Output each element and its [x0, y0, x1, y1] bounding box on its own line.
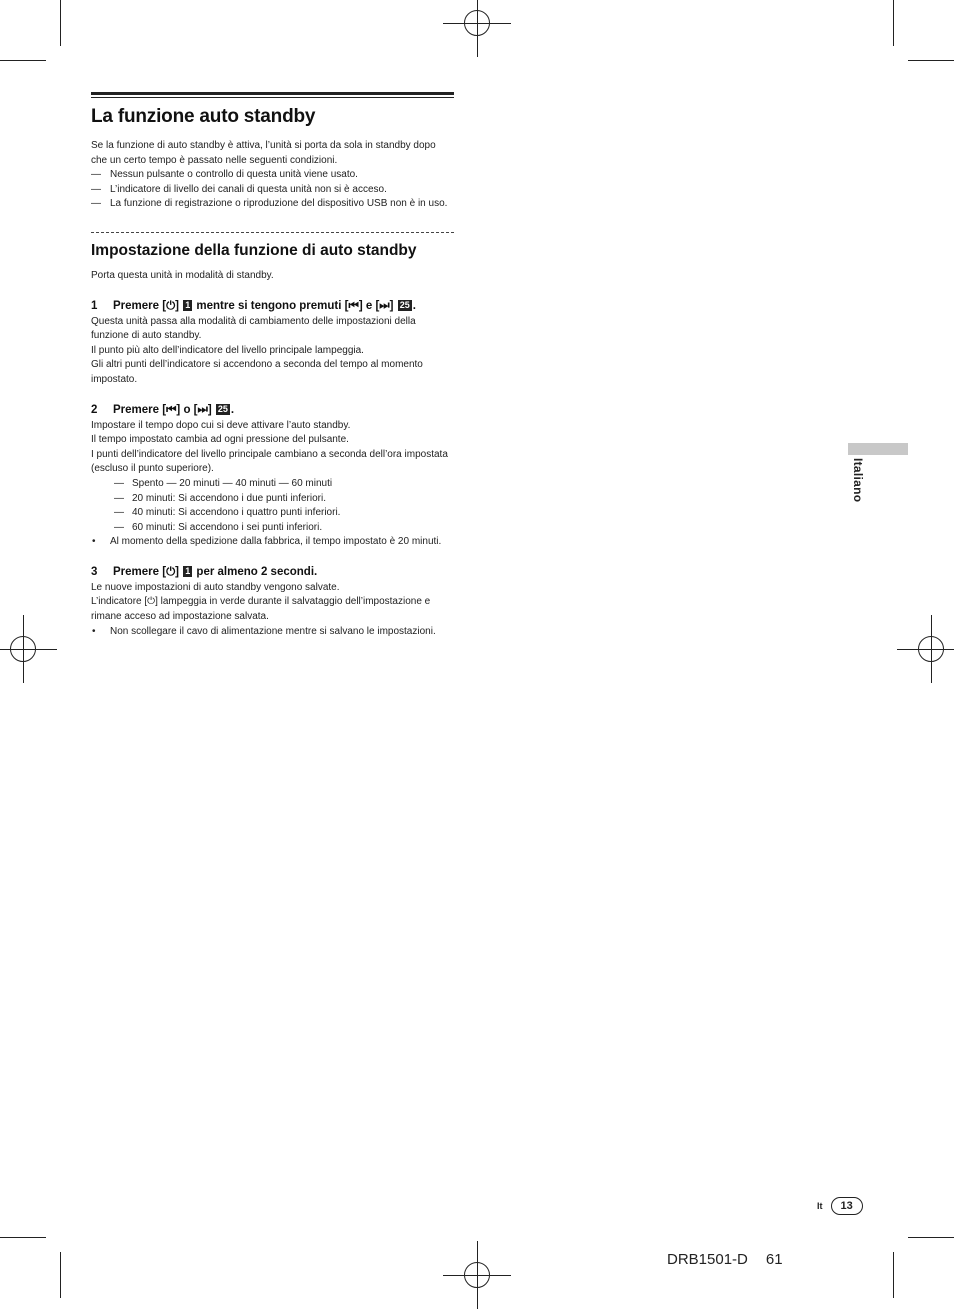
dash-marker: —	[114, 521, 124, 533]
bullet-marker: •	[92, 625, 96, 637]
step-3-heading: 3 Premere [⏻] 1 per almeno 2 secondi.	[91, 565, 318, 578]
crop-mark	[60, 1252, 61, 1298]
previous-track-icon: ⏮	[348, 299, 359, 312]
option-item: — 40 minuti: Si accendono i quattro punti inferiori.	[114, 506, 454, 521]
print-page-number: 61	[765, 1251, 783, 1268]
dash-marker: —	[114, 477, 124, 489]
page-language: It	[817, 1201, 823, 1211]
crop-mark	[0, 1237, 46, 1238]
section-title: La funzione auto standby	[91, 106, 316, 127]
main-column	[91, 92, 454, 639]
bullet-marker: •	[92, 536, 96, 548]
dash-marker: —	[114, 492, 124, 504]
step-2-heading: 2 Premere [⏮] o [⏭] 25 .	[91, 403, 235, 416]
power-icon: ⏻	[166, 299, 176, 312]
registration-mark-left	[10, 636, 36, 662]
reference-number: 25	[217, 403, 228, 414]
condition-item: — Nessun pulsante o controllo di questa unità viene usato.	[91, 168, 454, 183]
dash-marker: —	[114, 507, 124, 519]
previous-track-icon: ⏮	[166, 403, 177, 416]
reference-number: 1	[185, 299, 191, 310]
option-item: — 20 minuti: Si accendono i due punti inferiori.	[114, 492, 454, 507]
step-1-text: Questa unità passa alla modalità di cambiamento delle impostazioni della funzione di auto standby.	[91, 315, 416, 342]
step-3-text: Le nuove impostazioni di auto standby vengono salvate.	[91, 581, 340, 593]
next-track-icon: ⏭	[197, 403, 208, 416]
dash-marker: —	[91, 198, 101, 210]
power-icon: ⏻	[147, 596, 156, 608]
language-tab-label: Italiano	[851, 458, 865, 503]
step-2-text: Impostare il tempo dopo cui si deve attivare l’auto standby.	[91, 419, 351, 431]
step-2-text: Il tempo impostato cambia ad ogni pressione del pulsante.	[91, 434, 349, 446]
step-1-text: Gli altri punti dell’indicatore si accendono a seconda del tempo al momento impostato.	[91, 359, 423, 385]
reference-number: 1	[185, 565, 191, 576]
step-1-heading: 1 Premere [⏻] 1 mentre si tengono premuti [⏮] e [⏭] 25 .	[91, 299, 416, 312]
crop-mark	[60, 0, 61, 46]
option-item: — 60 minuti: Si accendono i sei punti inferiori.	[114, 521, 454, 536]
note-item: • Non scollegare il cavo di alimentazione mentre si salvano le impostazioni.	[91, 625, 454, 640]
crop-mark	[893, 0, 894, 46]
section-intro: Se la funzione di auto standby è attiva, l’unità si porta da sola in standby dopo che un certo tempo è passato nelle seguenti condizioni.	[91, 140, 436, 166]
next-track-icon: ⏭	[379, 299, 390, 312]
title-rule	[91, 92, 454, 98]
reference-number: 25	[399, 299, 410, 310]
dash-marker: —	[91, 169, 101, 181]
section-divider	[91, 232, 454, 233]
language-tab	[848, 443, 908, 455]
page-number-badge: 13	[831, 1197, 863, 1215]
crop-mark	[908, 1237, 954, 1238]
registration-mark-right	[918, 636, 944, 662]
crop-mark	[893, 1252, 894, 1298]
crop-mark	[0, 60, 46, 61]
page-number	[817, 1197, 863, 1215]
subsection-intro: Porta questa unità in modalità di standby.	[91, 269, 274, 281]
step-3-text: L’indicatore [⏻] lampeggia in verde durante il salvataggio dell’impostazione e rimane acceso ad impostazione salvata.	[91, 596, 431, 623]
subsection-title: Impostazione della funzione di auto standby	[91, 241, 417, 259]
crop-mark	[908, 60, 954, 61]
step-1-text: Il punto più alto dell’indicatore del livello principale lampeggia.	[91, 344, 364, 356]
condition-item: — La funzione di registrazione o riproduzione del dispositivo USB non è in uso.	[91, 197, 454, 212]
power-icon: ⏻	[166, 565, 176, 578]
document-code: DRB1501-D	[667, 1251, 748, 1268]
note-item: • Al momento della spedizione dalla fabbrica, il tempo impostato è 20 minuti.	[91, 535, 454, 550]
condition-item: — L’indicatore di livello dei canali di questa unità non si è acceso.	[91, 183, 454, 198]
step-2-text: I punti dell’indicatore del livello principale cambiano a seconda dell’ora impostata (escluso il punto superiore).	[91, 448, 448, 475]
registration-mark-top	[464, 10, 490, 36]
option-item: — Spento — 20 minuti — 40 minuti — 60 minuti	[114, 477, 454, 492]
dash-marker: —	[91, 183, 101, 195]
registration-mark-bottom	[464, 1262, 490, 1288]
print-footer	[667, 1251, 783, 1268]
